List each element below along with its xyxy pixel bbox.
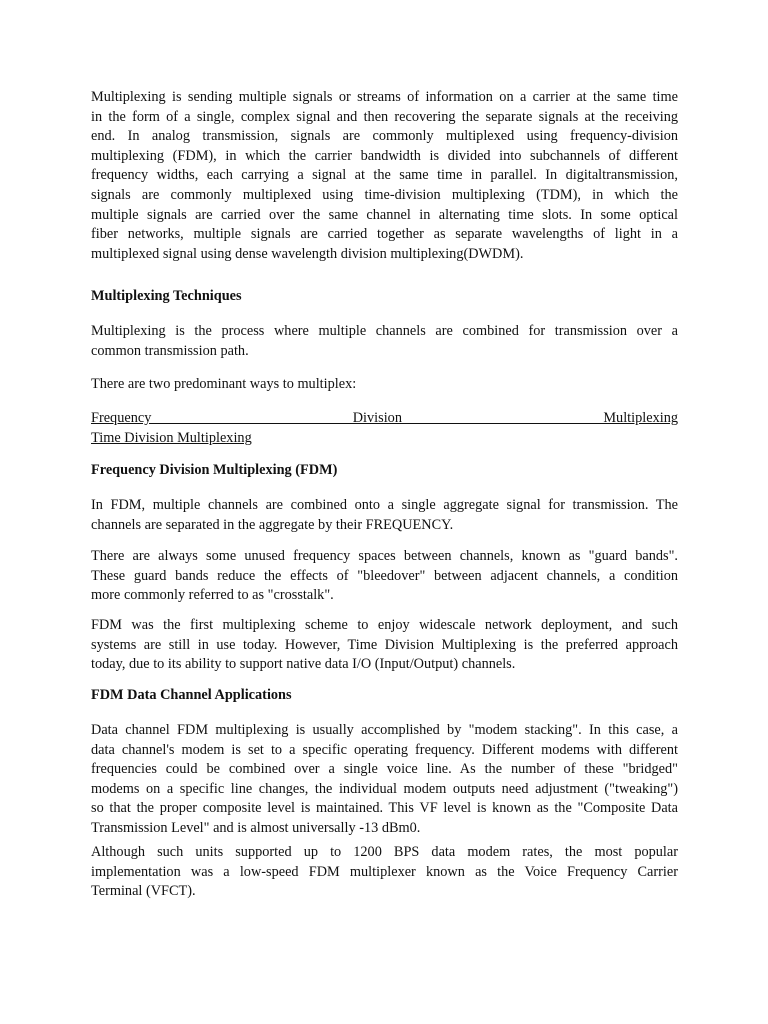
text-line: today, due to its ability to support native data I/O (Input/Output) channels. [91, 656, 516, 673]
section-heading-techniques: Multiplexing Techniques [91, 288, 242, 304]
text-line: data channel's modem is set to a specific operating frequency. Different modems with different [91, 741, 678, 758]
intro-paragraph [91, 88, 678, 266]
technique-links [91, 409, 678, 448]
text-line: common transmission path. [91, 342, 249, 359]
applications-paragraph-2 [91, 843, 678, 902]
text-line: multiple signals are carried over the same channel in alternating time slots. In some optical [91, 206, 678, 223]
text-line: Data channel FDM multiplexing is usually accomplished by "modem stacking". In this case, a [91, 722, 678, 738]
text-line: FDM was the first multiplexing scheme to enjoy widescale network deployment, and such [91, 617, 678, 633]
section-heading-fdm: Frequency Division Multiplexing (FDM) [91, 462, 338, 478]
document-page [91, 88, 678, 900]
ways-paragraph: There are two predominant ways to multiplex: [91, 376, 357, 392]
applications-paragraph-1 [91, 721, 678, 839]
text-line: These guard bands reduce the effects of "bleedover" between adjacent channels, a condition [91, 567, 678, 584]
text-line: In FDM, multiple channels are combined onto a single aggregate signal for transmission. The [91, 497, 678, 513]
text-line: channels are separated in the aggregate by their FREQUENCY. [91, 516, 454, 533]
text-line: frequency widths, each carrying a signal at the same time in parallel. In digitaltransmission, [91, 167, 678, 184]
text-line: multiplexing (FDM), in which the carrier bandwidth is divided into subchannels of different [91, 147, 678, 164]
techniques-paragraph [91, 322, 678, 361]
text-line: multiplexed signal using dense wavelength division multiplexing(DWDM). [91, 245, 524, 262]
link-frequency-division-multiplexing[interactable]: Frequency Division Multiplexing [91, 410, 678, 426]
text-line: systems are still in use today. However, Time Division Multiplexing is the preferred approach [91, 636, 678, 653]
fdm-paragraph-2 [91, 547, 678, 606]
text-line: Transmission Level" and is almost universally -13 dBm0. [91, 819, 421, 836]
text-line: in the form of a single, complex signal and then recovering the separate signals at the receiving [91, 108, 678, 125]
text-line: signals are commonly multiplexed using time-division multiplexing (TDM), in which the [91, 186, 678, 203]
text-line: Multiplexing is the process where multiple channels are combined for transmission over a [91, 323, 678, 339]
text-line: Although such units supported up to 1200 BPS data modem rates, the most popular [91, 844, 678, 860]
text-line: more commonly referred to as "crosstalk". [91, 587, 334, 604]
text-line: frequencies could be combined over a single voice line. As the number of these "bridged" [91, 761, 678, 778]
link-time-division-multiplexing[interactable]: Time Division Multiplexing [91, 429, 252, 446]
section-heading-applications: FDM Data Channel Applications [91, 687, 292, 703]
text-line: end. In analog transmission, signals are commonly multiplexed using frequency-division [91, 128, 678, 145]
text-line: There are always some unused frequency spaces between channels, known as "guard bands". [91, 548, 678, 564]
text-line: fiber networks, multiple signals are carried together as separate wavelengths of light in a [91, 226, 678, 243]
text-line: implementation was a low-speed FDM multiplexer known as the Voice Frequency Carrier [91, 863, 678, 880]
fdm-paragraph-3 [91, 616, 678, 675]
text-line: Terminal (VFCT). [91, 883, 196, 900]
fdm-paragraph-1 [91, 496, 678, 535]
text-line: Multiplexing is sending multiple signals or streams of information on a carrier at the same time [91, 89, 678, 105]
text-line: modems on a specific line changes, the individual modem outputs need adjustment ("tweaking") [91, 780, 678, 797]
text-line: so that the proper composite level is maintained. This VF level is known as the "Composite Data [91, 800, 678, 817]
